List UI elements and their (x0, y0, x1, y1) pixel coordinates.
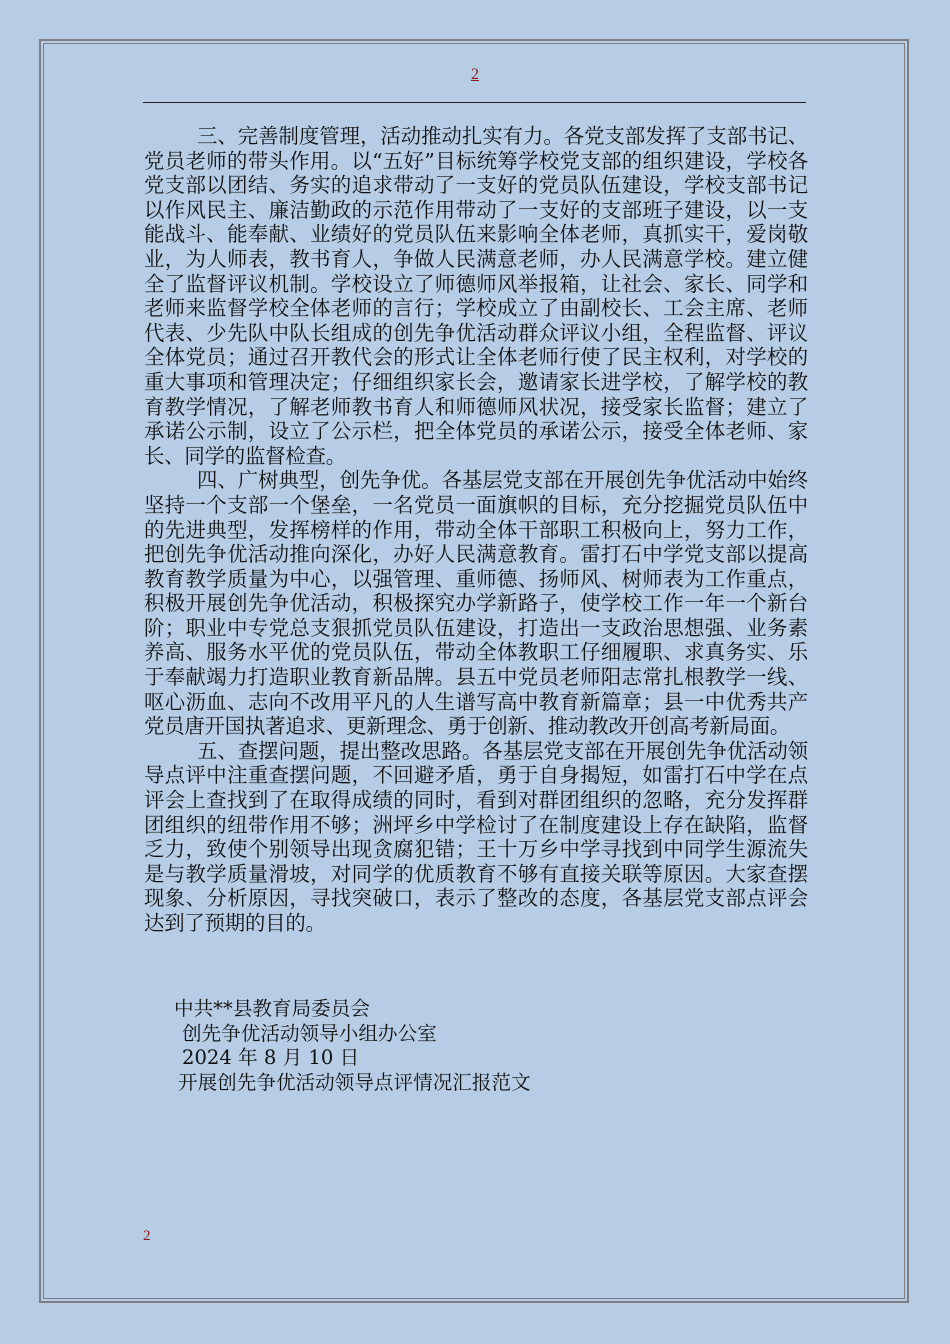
signoff-block (174, 997, 531, 1095)
paragraph-section-5: 五、查摆问题，提出整改思路。各基层党支部在开展创先争优活动领导点评中注重查摆问题，不回避矛盾，勇于自身揭短，如雷打石中学在点评会上查找到了在取得成绩的同时，看到对群团组织的忽略，充分发挥群团组织的纽带作用不够；洲坪乡中学检讨了在制度建设上存在缺陷，监督乏力，致使个别领导出现贪腐犯错；王十万乡中学寻找到中同学生源流失是与教学质量滑坡，对同学的优质教育不够有直接关联等原因。大家查摆现象、分析原因，寻找突破口，表示了整改的态度，各基层党支部点评会达到了预期的目的。 (144, 738, 808, 935)
header-page-number: 2 (471, 66, 479, 83)
signoff-organization: 中共**县教育局委员会 (174, 997, 370, 1020)
document-title-line: 开展创先争优活动领导点评情况汇报范文 (178, 1070, 531, 1094)
paragraph-section-3: 三、完善制度管理，活动推动扎实有力。各党支部发挥了支部书记、党员老师的带头作用。以“五好”目标统筹学校党支部的组织建设，学校各党支部以团结、务实的追求带动了一支好的党员队伍建设，学校支部书记以作风民主、廉洁勤政的示范作用带动了一支好的支部班子建设，以一支能战斗、能奉献、业绩好的党员队伍来影响全体老师，真抓实干，爱岗敬业，为人师表，教书育人，争做人民满意老师，办人民满意学校。建立健全了监督评议机制。学校设立了师德师风举报箱，让社会、家长、同学和老师来监督学校全体老师的言行；学校成立了由副校长、工会主席、老师代表、少先队中队长组成的创先争优活动群众评议小组，全程监督、评议全体党员；通过召开教代会的形式让全体老师行使了民主权利，对学校的重大事项和管理决定；仔细组织家长会，邀请家长进学校，了解学校的教育教学情况，了解老师教书育人和师德师风状况，接受家长监督；建立了承诺公示制，设立了公示栏，把全体党员的承诺公示，接受全体老师、家长、同学的监督检查。 (144, 124, 808, 468)
signoff-office: 创先争优活动领导小组办公室 (182, 1021, 437, 1045)
signoff-date: 2024 年 8 月 10 日 (182, 1046, 360, 1069)
header-rule (143, 102, 806, 103)
document-body (144, 124, 808, 936)
footer-page-number: 2 (143, 1228, 151, 1244)
paragraph-section-4: 四、广树典型，创先争优。各基层党支部在开展创先争优活动中始终坚持一个支部一个堡垒，一名党员一面旗帜的目标，充分挖掘党员队伍中的先进典型，发挥榜样的作用，带动全体干部职工积极向上，努力工作，把创先争优活动推向深化，办好人民满意教育。雷打石中学党支部以提高教育教学质量为中心，以强管理、重师德、扬师风、树师表为工作重点，积极开展创先争优活动，积极探究办学新路子，使学校工作一年一个新台阶；职业中专党总支狠抓党员队伍建设，打造出一支政治思想强、业务素养高、服务水平优的党员队伍，带动全体教职工仔细履职、求真务实、乐于奉献竭力打造职业教育新品牌。县五中党员老师阳志常扎根教学一线、呕心沥血、志向不改用平凡的人生谱写高中教育新篇章；县一中优秀共产党员唐开国执著追求、更新理念、勇于创新、推动教改开创高考新局面。 (144, 468, 808, 739)
